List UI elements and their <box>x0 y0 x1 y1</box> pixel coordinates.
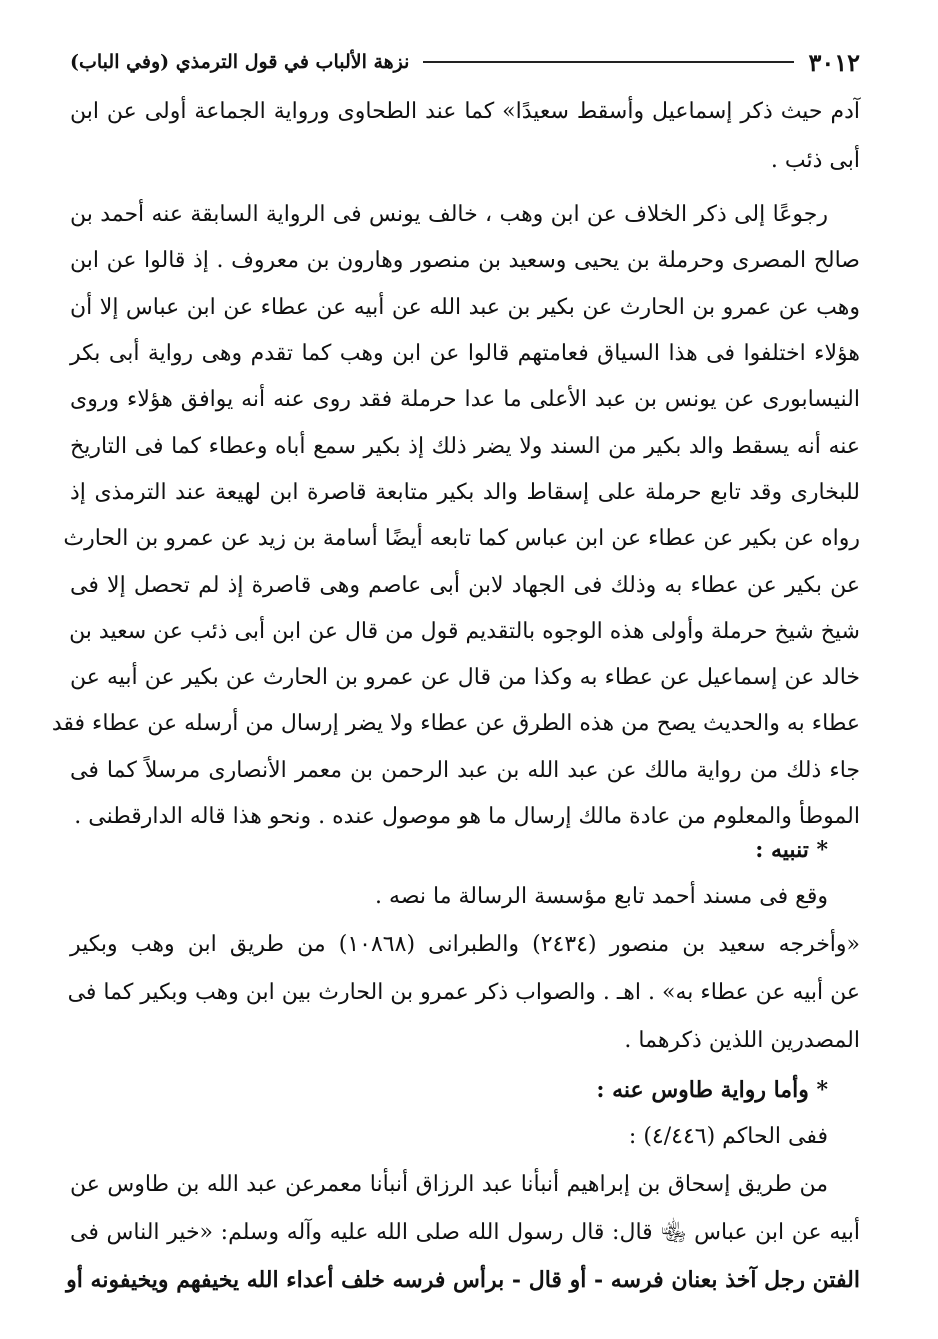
text-line: عطاء به والحديث يصح من هذه الطرق عن عطاء ولا يضر إرسال من أرسله عن عطاء فقد <box>51 711 860 736</box>
section-heading: * وأما رواية طاوس عنه : <box>596 1077 828 1103</box>
text-line: وقع فى مسند أحمد تابع مؤسسة الرسالة ما نصه . <box>375 884 828 909</box>
text-line: جاء ذلك من رواية مالك عن عبد الله بن عبد الرحمن بن معمر الأنصارى مرسلاً كما فى <box>70 758 860 783</box>
text-line: الفتن رجل آخذ بعنان فرسه - أو قال - برأس فرسه خلف أعداء الله يخيفهم ويخيفونه أو <box>66 1267 860 1293</box>
text-line: النيسابورى عن يونس بن عبد الأعلى ما عدا حرملة فقد روى عنه أنه يوافق هؤلاء وروى <box>70 387 860 412</box>
text-line: المصدرين اللذين ذكرهما . <box>624 1028 860 1053</box>
text-line: عن أبيه عن عطاء به» . اهـ . والصواب ذكر عمرو بن الحارث بين ابن وهب وبكير كما فى <box>67 980 860 1005</box>
text-line: خالد عن إسماعيل عن عطاء به وكذا من قال عن عمرو بن الحارث عن بكير عن أبيه عن <box>70 665 860 690</box>
text-line: شيخ شيخ حرملة وأولى هذه الوجوه بالتقديم قول من قال عن ابن أبى ذئب عن سعيد بن <box>69 619 860 644</box>
text-line: وهب عن عمرو بن الحارث عن بكير بن عبد الله عن أبيه عن عطاء عن ابن عباس إلا أن <box>70 295 860 320</box>
text-line: صالح المصرى وحرملة بن يحيى وسعيد بن منصور وهارون بن معروف . إذ قالوا عن ابن <box>70 248 860 273</box>
running-title: نزهة الألباب في قول الترمذي (وفي الباب) <box>70 51 410 73</box>
text-line: للبخارى وقد تابع حرملة على إسقاط والد بكير متابعة قاصرة ابن لهيعة عند الترمذى إذ <box>70 480 860 505</box>
section-heading: * تنبيه : <box>755 837 828 863</box>
page-number: ٣٠١٢ <box>808 47 860 77</box>
text-line: رجوعًا إلى ذكر الخلاف عن ابن وهب ، خالف يونس فى الرواية السابقة عنه أحمد بن <box>70 202 828 227</box>
text-line: هؤلاء اختلفوا فى هذا السياق فعامتهم قالوا عن ابن وهب كما تقدم وهى رواية أبى بكر <box>70 341 860 366</box>
citation-line: ففى الحاكم (٤/٤٤٦) : <box>628 1124 828 1149</box>
text-line: أبيه عن ابن عباس ﵄ قال: قال رسول الله صلى الله عليه وآله وسلم: «خير الناس فى <box>70 1220 860 1245</box>
page-header <box>70 38 860 86</box>
text-line: رواه عن بكير عن عطاء عن ابن عباس كما تابعه أيضًا أسامة بن زيد عن عمرو بن الحارث <box>63 526 860 551</box>
header-rule <box>423 61 794 63</box>
text-line: أبى ذئب . <box>770 148 860 173</box>
text-line: الموطأ والمعلوم من عادة مالك إرسال ما هو موصول عنده . ونحو هذا قاله الدارقطنى . <box>74 804 860 829</box>
text-line: عن بكير عن عطاء به وذلك فى الجهاد لابن أبى عاصم وهى قاصرة إذ لم تحصل إلا فى <box>70 573 860 598</box>
text-line: آدم حيث ذكر إسماعيل وأسقط سعيدًا» كما عند الطحاوى ورواية الجماعة أولى عن ابن <box>70 99 860 124</box>
text-line: «وأخرجه سعيد بن منصور (٢٤٣٤) والطبرانى (١٠٨٦٨) من طريق ابن وهب وبكير <box>70 932 860 957</box>
text-line: من طريق إسحاق بن إبراهيم أنبأنا عبد الرزاق أنبأنا معمرعن عبد الله بن طاوس عن <box>70 1172 828 1197</box>
text-line: عنه أنه يسقط والد بكير من السند ولا يضر ذلك إذ بكير سمع أباه وعطاء كما فى التاريخ <box>70 434 861 459</box>
